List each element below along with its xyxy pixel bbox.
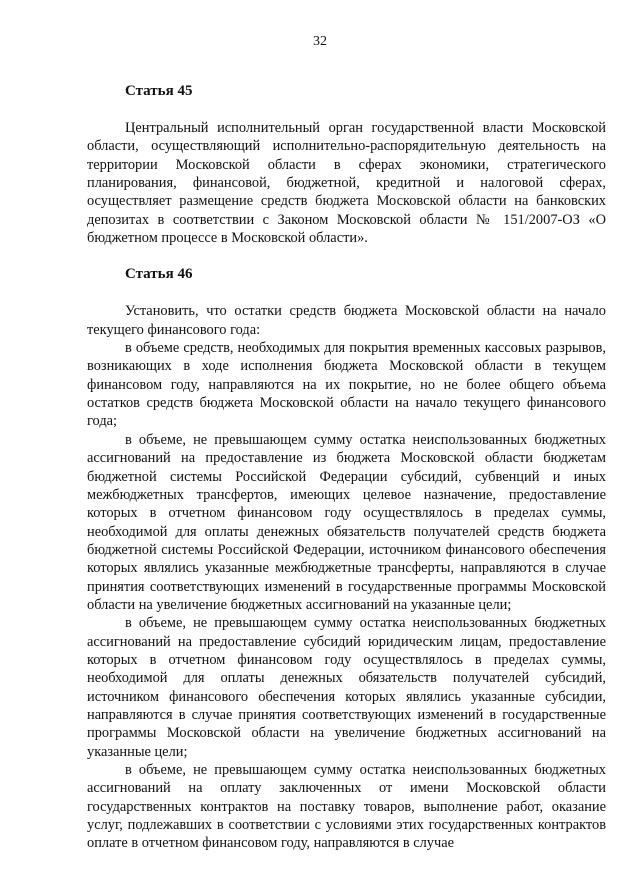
page-number: 32 xyxy=(313,34,327,49)
article-46-paragraph-3: в объеме, не превышающем сумму остатка неиспользованных бюджетных ассигнований на предоставление из бюджета Московской области бюджетам бюджетной системы Российской Федерации субсидий, субвенций и иных межбюджетных трансфертов, имеющих целевое назначение, предоставление которых в отчетном финансовом году осуществлялось в пределах суммы, необходимой для оплаты денежных обязательств получателей средств бюджета бюджетной системы Российской Федерации, источником финансового обеспечения которых являлись указанные межбюджетные трансферты, направляются в случае принятия соответствующих изменений в государственные программы Московской области на увеличение бюджетных ассигнований на указанные цели; xyxy=(87,431,606,613)
article-46-body xyxy=(87,302,606,852)
article-45-paragraph-1: Центральный исполнительный орган государственной власти Московской области, осуществляющий исполнительно-распорядительную деятельность на территории Московской области в сферах экономики, стратегического планирования, финансовой, бюджетной, кредитной и налоговой сферах, осуществляет размещение средств бюджета Московской области на банковских депозитах в соответствии с Законом Московской области № 151/2007-ОЗ «О бюджетном процессе в Московской области». xyxy=(87,120,606,247)
article-46-heading: Статья 46 xyxy=(125,266,193,283)
document-body xyxy=(87,70,606,853)
article-46-paragraph-4: в объеме, не превышающем сумму остатка неиспользованных бюджетных ассигнований на предоставление субсидий юридическим лицам, предоставление которых в отчетном финансовом году осуществлялось в пределах суммы, необходимой для оплаты денежных обязательств получателей субсидий, источником финансового обеспечения которых являлись указанные субсидии, направляются в случае принятия соответствующих изменений в государственные программы Московской области на увеличение бюджетных ассигнований на указанные цели; xyxy=(87,615,606,760)
article-45-body xyxy=(87,119,606,247)
article-46-paragraph-2: в объеме средств, необходимых для покрытия временных кассовых разрывов, возникающих в ходе исполнения бюджета Московской области в текущем финансовом году, направляются на их покрытие, но не более общего объема остатков средств бюджета Московской области на начало текущего финансового года; xyxy=(87,340,606,430)
article-45-heading: Статья 45 xyxy=(125,83,193,99)
article-46-paragraph-5: в объеме, не превышающем сумму остатка неиспользованных бюджетных ассигнований на оплату заключенных от имени Московской области государственных контрактов на поставку товаров, выполнение работ, оказание услуг, подлежавших в соответствии с условиями этих государственных контрактов оплате в отчетном финансовом году, направляются в случае xyxy=(87,762,606,852)
article-46-paragraph-1: Установить, что остатки средств бюджета Московской области на начало текущего финансового года: xyxy=(87,303,606,338)
